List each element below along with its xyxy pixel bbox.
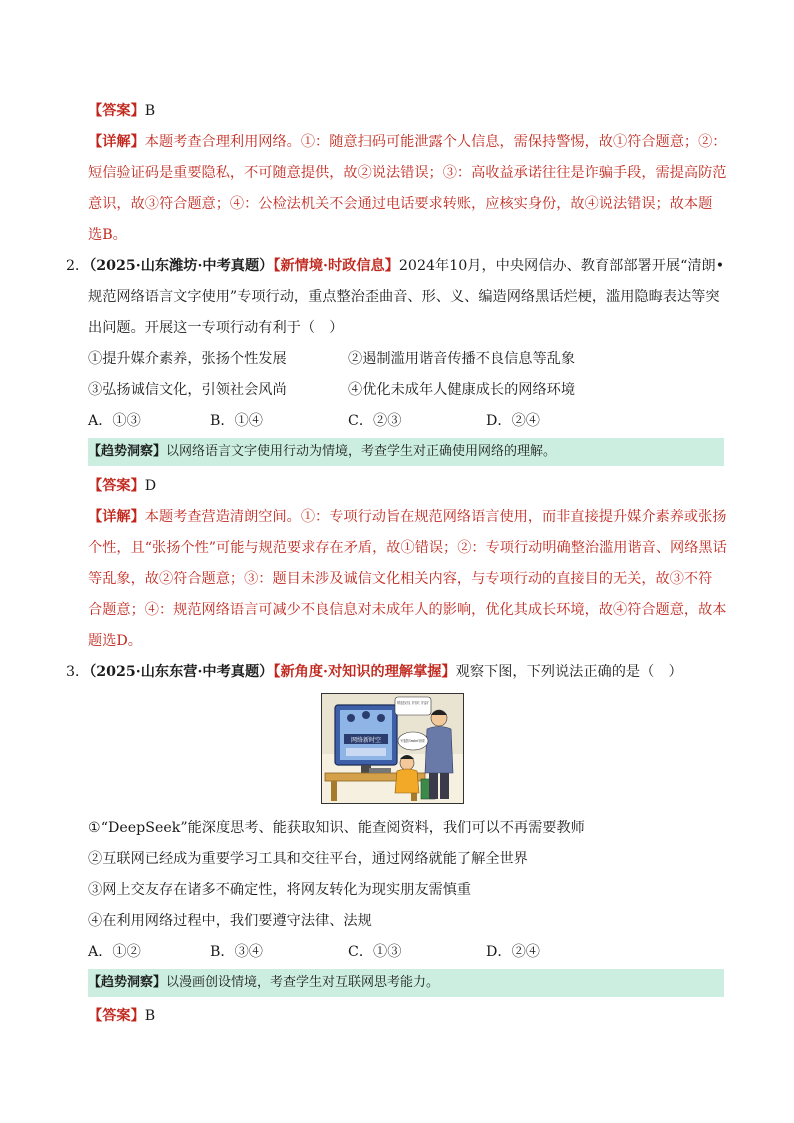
trend-label: 【趋势洞察】 [88,444,167,459]
q2-choice-b: B．①④ [210,413,263,429]
q3-statement-3: ③网上交友存在诸多不确定性，将网友转化为现实朋友需慎重 [88,882,472,898]
q2-detail-line-2: 个性，且“张扬个性”可能与规范要求存在矛盾，故①错误；②：专项行动明确整治滥用谐音、网络黑话 [88,540,727,556]
detail-label: 【详解】 [88,134,145,150]
q2-statement-4: ④优化未成年人健康成长的网络环境 [348,382,576,398]
q3-statement-4: ④在利用网络过程中，我们要遵守法律、法规 [88,913,372,929]
answer-label: 【答案】 [88,103,145,119]
question-number: 2． [66,258,90,274]
q2-statement-1: ①提升媒介素养，张扬个性发展 [88,351,287,367]
q3-statement-1: ①“DeepSeek”能深度思考、能获取知识、能查阅资料，我们可以不再需要教师 [88,820,585,836]
cartoon-illustration [321,693,464,804]
detail-label: 【详解】 [88,509,145,525]
q2-choice-d: D．②④ [486,413,540,429]
answer-label: 【答案】 [88,1008,145,1024]
q2-detail-line-5: 题选D。 [88,633,142,649]
trend-label: 【趋势洞察】 [88,975,167,990]
q2-choice-a: A．①③ [88,413,141,429]
answer-value: D [144,478,157,494]
q2-statement-3: ③弘扬诚信文化，引领社会风尚 [88,382,287,398]
q3-statement-2: ②互联网已经成为重要学习工具和交往平台，通过网络就能了解全世界 [88,851,528,867]
q2-statement-2: ②遏制滥用谐音传播不良信息等乱象 [348,351,576,367]
q3-answer [88,1006,155,1026]
q2-stem-line-3: 出问题。开展这一专项行动有利于（ ） [88,320,344,336]
q3-choice-a: A．①② [88,944,141,960]
answer-value: B [144,103,156,119]
question-source: （2025·山东潍坊·中考真题） [89,258,274,274]
bubble-student-text: “问”通通找“DeepSeek”就好啦！ [400,739,449,743]
question-tag: 【新情境·时政信息】 [273,258,399,274]
trend-text: 以漫画创设情境，考查学生对互联网思考能力。 [166,975,440,990]
question-tag: 【新角度·对知识的理解掌握】 [273,664,456,680]
q2-detail-line-1: 【详解】本题考查营造清朗空间。①：专项行动旨在规范网络语言使用，而非直接提升媒介素养或张扬 [88,509,727,525]
q3-choice-c: C．①③ [348,944,402,960]
q3-trend-box [88,969,724,997]
q1-answer [88,101,155,121]
q3-stem: 3．（2025·山东东营·中考真题）【新角度·对知识的理解掌握】观察下图，下列说法正确的是（ ） [66,664,683,680]
screen-text: 网络新时空 [350,737,382,744]
answer-label: 【答案】 [88,478,145,494]
q1-detail-line-3: 意识，故③符合题意；④：公检法机关不会通过电话要求转账，应核实身份，故④说法错误；故本题 [88,196,713,212]
speech-bubble-teacher [395,697,455,715]
answer-value: B [144,1008,156,1024]
q2-choice-c: C．②③ [348,413,402,429]
q1-detail-line-2: 短信验证码是重要隐私，不可随意提供，故②说法错误；③：高收益承诺往往是诈骗手段，需提高防范 [88,165,727,181]
q3-choice-b: B．③④ [210,944,263,960]
trend-text: 以网络语言文字使用行动为情境，考查学生对正确使用网络的理解。 [166,444,557,459]
q1-detail-line-1: 【详解】本题考查合理利用网络。①：随意扫码可能泄露个人信息，需保持警惕，故①符合题意；②： [88,134,727,150]
q2-stem-line-2: 规范网络语言文字使用”专项行动，重点整治歪曲音、形、义、编造网络黑话烂梗，滥用隐晦表达等突 [88,289,720,305]
question-number: 3． [66,664,90,680]
q2-trend-box [88,438,724,466]
q2-detail-line-3: 等乱象，故②符合题意；③：题目未涉及诚信文化相关内容，与专项行动的直接目的无关，故③不符 [88,571,713,587]
q2-detail-line-4: 合题意；④：规范网络语言可减少不良信息对未成年人的影响，优化其成长环境，故④符合题意，故本 [88,602,727,618]
question-source: （2025·山东东营·中考真题） [89,664,274,680]
q3-choice-d: D．②④ [486,944,540,960]
q2-answer [88,476,156,496]
q2-stem-line-1: 2．（2025·山东潍坊·中考真题）【新情境·时政信息】2024年10月，中央网信办、教育部部署开展“清朗• [66,258,725,274]
bubble-teacher-text: 网络虽把双刃剑，要“善用”，防“滥用” [397,701,455,705]
q1-detail-line-4: 选B。 [88,227,127,243]
